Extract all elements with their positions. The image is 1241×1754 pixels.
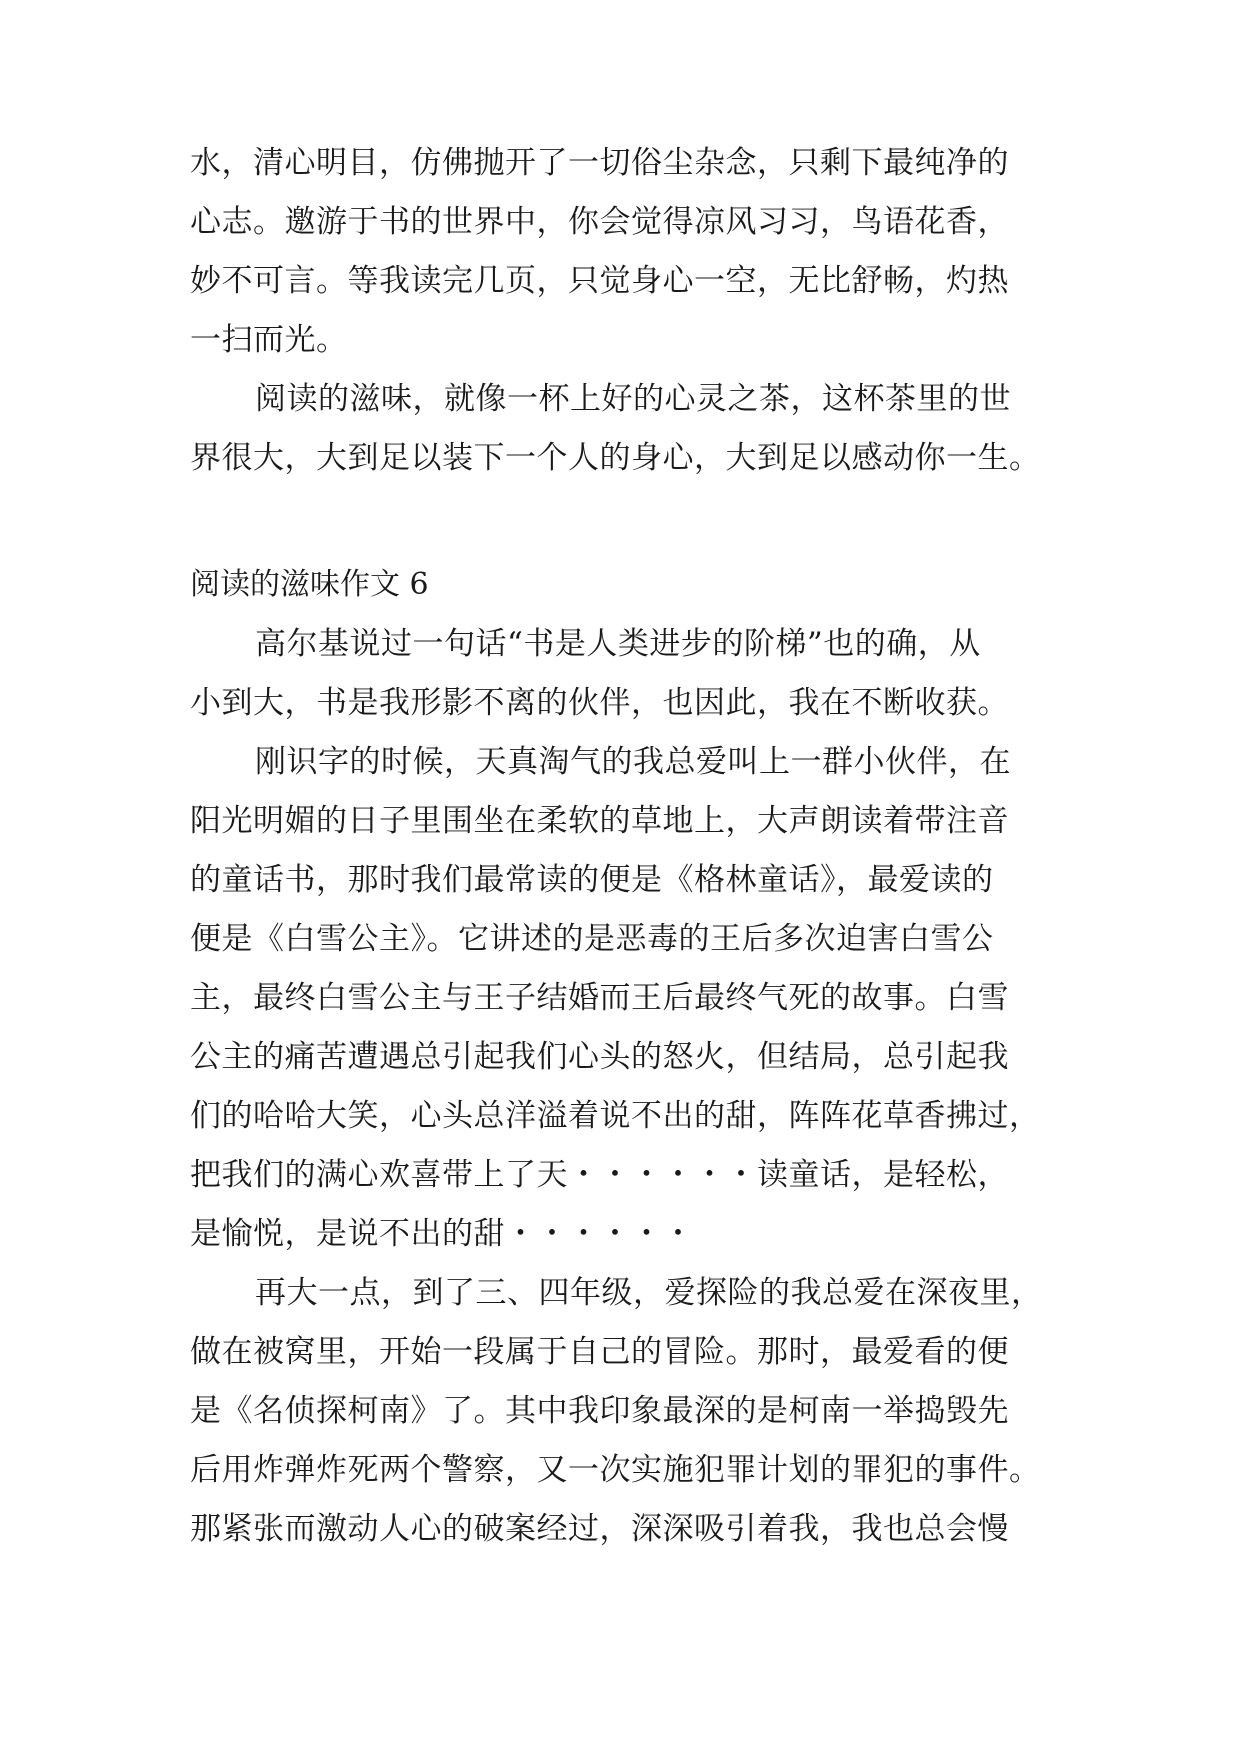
text-line: 是愉悦，是说不出的甜・・・・・・ (190, 1216, 694, 1252)
text-line: 主，最终白雪公主与王子结婚而王后最终气死的故事。白雪 (190, 980, 1009, 1016)
text-line: 们的哈哈大笑，心头总洋溢着说不出的甜，阵阵花草香拂过， (190, 1098, 1041, 1134)
text-line: 界很大，大到足以装下一个人的身心，大到足以感动你一生。 (190, 440, 1041, 476)
text-line: 是《名侦探柯南》了。其中我印象最深的是柯南一举捣毁先 (190, 1393, 1009, 1429)
text-line: 高尔基说过一句话“书是人类进步的阶梯”也的确，从 (255, 626, 981, 662)
text-line: 便是《白雪公主》。它讲述的是恶毒的王后多次迫害白雪公 (190, 921, 994, 957)
text-line: 心志。邀游于书的世界中，你会觉得凉风习习，鸟语花香， (190, 204, 1009, 240)
text-line: 那紧张而激动人心的破案经过，深深吸引着我，我也总会慢 (190, 1511, 1009, 1547)
text-line: 公主的痛苦遭遇总引起我们心头的怒火，但结局，总引起我 (190, 1039, 1009, 1075)
text-line: 水，清心明目，仿佛抛开了一切俗尘杂念，只剩下最纯净的 (190, 145, 1009, 181)
text-line: 一扫而光。 (190, 322, 348, 358)
text-line: 后用炸弹炸死两个警察，又一次实施犯罪计划的罪犯的事件。 (190, 1452, 1041, 1488)
text-line: 刚识字的时候，天真淘气的我总爱叫上一群小伙伴，在 (255, 744, 1011, 780)
text-line: 妙不可言。等我读完几页，只觉身心一空，无比舒畅，灼热 (190, 263, 1009, 299)
section-heading: 阅读的滋味作文 6 (190, 567, 429, 602)
text-line: 做在被窝里，开始一段属于自己的冒险。那时，最爱看的便 (190, 1334, 1009, 1370)
text-line: 小到大，书是我形影不离的伙伴，也因此，我在不断收获。 (190, 685, 1009, 721)
text-line: 把我们的满心欢喜带上了天・・・・・・读童话，是轻松， (190, 1157, 1009, 1193)
text-line: 阅读的滋味，就像一杯上好的心灵之茶，这杯茶里的世 (255, 381, 1011, 417)
text-line: 的童话书，那时我们最常读的便是《格林童话》，最爱读的 (190, 862, 994, 898)
text-line: 再大一点，到了三、四年级，爱探险的我总爱在深夜里， (255, 1275, 1043, 1311)
text-line: 阳光明媚的日子里围坐在柔软的草地上，大声朗读着带注音 (190, 803, 1009, 839)
